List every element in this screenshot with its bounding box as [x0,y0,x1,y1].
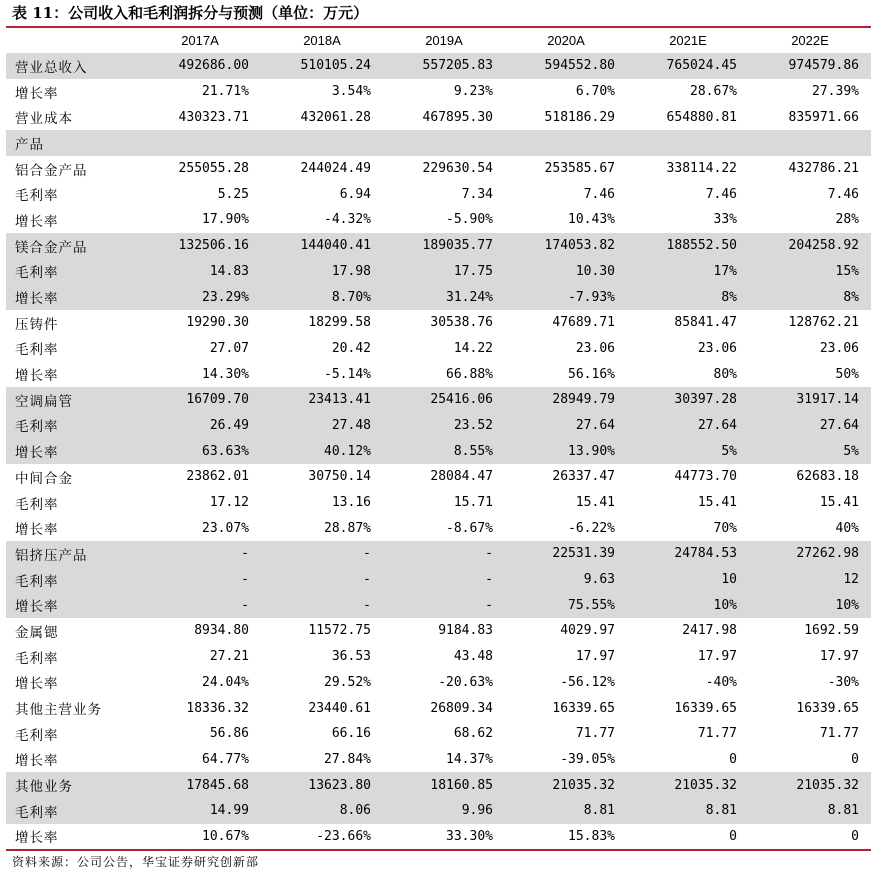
value-cell: 10.30 [505,259,627,285]
row-label: 毛利率 [6,259,139,285]
value-cell: 255055.28 [178,161,249,177]
column-header: 2019A [425,33,463,48]
value-cell: -5.90% [446,212,493,228]
table-row [6,798,871,824]
value-cell: 23862.01 [186,469,249,485]
table-row [6,438,871,464]
value-cell: 16709.70 [139,387,261,413]
value-cell [627,130,749,156]
row-label: 其他业务 [6,772,139,798]
table-row [6,515,871,541]
table-row [6,310,871,336]
row-label: 增长率 [15,368,59,385]
row-label: 空调扁管 [6,387,139,413]
value-cell: 17.97 [697,649,737,665]
value-cell: 36.53 [331,649,371,665]
value-cell: 62683.18 [796,469,859,485]
row-label: 铝合金产品 [15,162,88,179]
value-cell: 15.41 [819,495,859,511]
table-row [6,618,871,644]
table-row [6,567,871,593]
value-cell: 28.87% [324,520,371,536]
table-row [6,233,871,259]
value-cell: 27.07 [209,340,249,356]
row-label: 毛利率 [15,342,59,359]
value-cell: 43.48 [453,649,493,665]
value-cell: 33% [713,212,737,228]
value-cell: 510105.24 [261,53,383,79]
value-cell: 31917.14 [749,387,871,413]
row-label: 产品 [6,130,139,156]
value-cell: 10.43% [568,212,615,228]
value-cell: 3.54% [331,84,371,100]
value-cell: 229630.54 [422,161,493,177]
value-cell: 17.90% [202,212,249,228]
value-cell: 19290.30 [186,315,249,331]
value-cell: - [261,567,383,593]
value-cell: 17.12 [209,495,249,511]
value-cell: 27262.98 [749,541,871,567]
value-cell: 66.16 [331,726,371,742]
value-cell: 21035.32 [627,772,749,798]
column-header: 2020A [547,33,585,48]
value-cell [505,130,627,156]
table-row [6,592,871,618]
value-cell: 85841.47 [674,315,737,331]
value-cell: -7.93% [505,284,627,310]
value-cell: 17.98 [261,259,383,285]
value-cell: 21.71% [202,84,249,100]
value-cell: 75.55% [505,592,627,618]
value-cell: 17.97 [575,649,615,665]
value-cell: 28.67% [690,84,737,100]
value-cell: 27.84% [324,751,371,767]
table-row [6,53,871,79]
value-cell [749,130,871,156]
value-cell: 70% [713,520,737,536]
value-cell: 23.29% [139,284,261,310]
value-cell: 24784.53 [627,541,749,567]
value-cell: 16339.65 [796,700,859,716]
value-cell: 0 [851,751,859,767]
value-cell: 29.52% [324,674,371,690]
header-corner-cell [6,28,139,53]
value-cell: 23.07% [202,520,249,536]
value-cell: 8.70% [261,284,383,310]
value-cell: -40% [705,674,737,690]
row-label: 营业总收入 [6,53,139,79]
value-cell: - [383,541,505,567]
row-label: 毛利率 [15,188,59,205]
value-cell: 5% [627,438,749,464]
value-cell: 132506.16 [139,233,261,259]
column-header: 2021E [669,33,707,48]
row-label: 增长率 [6,284,139,310]
value-cell: 8934.80 [194,623,249,639]
value-cell: 974579.86 [749,53,871,79]
value-cell: 23413.41 [261,387,383,413]
value-cell: 30397.28 [627,387,749,413]
value-cell: 26809.34 [430,700,493,716]
value-cell: 189035.77 [383,233,505,259]
value-cell: 23.06 [819,340,859,356]
value-cell: 10% [627,592,749,618]
row-label: 毛利率 [15,496,59,513]
value-cell: 28% [835,212,859,228]
value-cell: 174053.82 [505,233,627,259]
value-cell: 13.16 [331,495,371,511]
value-cell: 15.71 [453,495,493,511]
value-cell: 128762.21 [788,315,859,331]
row-label: 毛利率 [6,567,139,593]
bottom-rule [6,849,871,851]
value-cell [261,130,383,156]
table-row [6,336,871,362]
value-cell: 14.22 [453,340,493,356]
row-label: 镁合金产品 [6,233,139,259]
value-cell: 654880.81 [666,109,737,125]
value-cell: 16339.65 [674,700,737,716]
value-cell: 71.77 [697,726,737,742]
table-row [6,464,871,490]
value-cell: 10.67% [202,828,249,844]
value-cell: 10% [749,592,871,618]
value-cell: 835971.66 [788,109,859,125]
value-cell: -4.32% [324,212,371,228]
table-title: 表 11：公司收入和毛利润拆分与预测（单位：万元） [12,4,369,22]
value-cell: 8.81 [749,798,871,824]
table-row [6,79,871,105]
value-cell: 8.81 [505,798,627,824]
table-row [6,181,871,207]
table-row [6,156,871,182]
table-row [6,644,871,670]
value-cell: 4029.97 [560,623,615,639]
value-cell: 21035.32 [505,772,627,798]
value-cell: 432786.21 [788,161,859,177]
value-cell: 1692.59 [804,623,859,639]
value-cell: 28084.47 [430,469,493,485]
row-label: 毛利率 [15,650,59,667]
value-cell: 8% [749,284,871,310]
value-cell: 7.46 [705,186,737,202]
source-note: 资料来源：公司公告，华宝证券研究创新部 [12,855,260,869]
value-cell: 30750.14 [308,469,371,485]
row-label: 压铸件 [15,316,59,333]
value-cell: 28949.79 [505,387,627,413]
table-row [6,259,871,285]
table-row [6,747,871,773]
value-cell: 9.63 [505,567,627,593]
value-cell: 594552.80 [505,53,627,79]
row-label: 增长率 [15,830,59,847]
value-cell: - [139,567,261,593]
value-cell: 17.97 [819,649,859,665]
value-cell: 0 [729,828,737,844]
row-label: 毛利率 [6,798,139,824]
value-cell: 44773.70 [674,469,737,485]
value-cell: 13623.80 [261,772,383,798]
row-label: 增长率 [6,438,139,464]
row-label: 增长率 [15,85,59,102]
value-cell: 68.62 [453,726,493,742]
value-cell: 8.81 [627,798,749,824]
table-row [6,824,871,850]
value-cell: 27.64 [627,413,749,439]
column-header: 2018A [303,33,341,48]
value-cell: 13.90% [505,438,627,464]
value-cell: 47689.71 [552,315,615,331]
value-cell: 557205.83 [383,53,505,79]
row-label: 增长率 [15,522,59,539]
value-cell: 14.30% [202,366,249,382]
value-cell: 50% [835,366,859,382]
value-cell: 9.96 [383,798,505,824]
value-cell: 27.39% [812,84,859,100]
value-cell: - [383,592,505,618]
value-cell: 56.86 [209,726,249,742]
value-cell: 21035.32 [749,772,871,798]
value-cell: 467895.30 [422,109,493,125]
value-cell: 10 [627,567,749,593]
value-cell: 16339.65 [552,700,615,716]
value-cell: 18160.85 [383,772,505,798]
value-cell: 244024.49 [300,161,371,177]
table-row [6,207,871,233]
value-cell: 64.77% [202,751,249,767]
row-label: 中间合金 [15,470,73,487]
value-cell: 144040.41 [261,233,383,259]
value-cell: 9184.83 [438,623,493,639]
value-cell: - [139,592,261,618]
column-header: 2022E [791,33,829,48]
value-cell: 27.64 [749,413,871,439]
table-row [6,387,871,413]
value-cell: 188552.50 [627,233,749,259]
value-cell: 15% [749,259,871,285]
table-row [6,772,871,798]
value-cell: 2417.98 [682,623,737,639]
value-cell: 7.46 [827,186,859,202]
value-cell: 31.24% [383,284,505,310]
value-cell: 23.06 [575,340,615,356]
value-cell: 27.64 [505,413,627,439]
value-cell: 30538.76 [430,315,493,331]
value-cell: 8% [627,284,749,310]
value-cell: 18299.58 [308,315,371,331]
value-cell: -56.12% [560,674,615,690]
table-row [6,361,871,387]
table-row [6,541,871,567]
value-cell: - [383,567,505,593]
table-row [6,695,871,721]
value-cell: 9.23% [453,84,493,100]
table-row [6,284,871,310]
value-cell: 24.04% [202,674,249,690]
value-cell: 518186.29 [544,109,615,125]
table-row [6,490,871,516]
value-cell: 5.25 [217,186,249,202]
value-cell: - [261,541,383,567]
row-label: 增长率 [15,213,59,230]
value-cell: 204258.92 [749,233,871,259]
value-cell: 26337.47 [552,469,615,485]
value-cell: 253585.67 [544,161,615,177]
row-label: 铝挤压产品 [6,541,139,567]
row-label: 其他主营业务 [15,702,102,719]
table-row [6,721,871,747]
value-cell: 14.37% [446,751,493,767]
value-cell: 20.42 [331,340,371,356]
value-cell: 0 [729,751,737,767]
value-cell: 14.83 [139,259,261,285]
value-cell: 80% [713,366,737,382]
value-cell: 8.55% [383,438,505,464]
value-cell: 432061.28 [300,109,371,125]
table-body [6,28,871,849]
value-cell: 492686.00 [139,53,261,79]
table-row [6,130,871,156]
value-cell: 27.48 [261,413,383,439]
value-cell: 6.70% [575,84,615,100]
value-cell: 17.75 [383,259,505,285]
value-cell: 18336.32 [186,700,249,716]
value-cell [383,130,505,156]
value-cell: 430323.71 [178,109,249,125]
value-cell: 26.49 [139,413,261,439]
column-header: 2017A [181,33,219,48]
value-cell: 15.41 [697,495,737,511]
row-label: 毛利率 [15,727,59,744]
value-cell: - [261,592,383,618]
value-cell: 27.21 [209,649,249,665]
value-cell: 7.46 [583,186,615,202]
value-cell: 56.16% [568,366,615,382]
value-cell: 5% [749,438,871,464]
value-cell: 23.06 [697,340,737,356]
value-cell: 6.94 [339,186,371,202]
table-row [6,104,871,130]
value-cell: 7.34 [461,186,493,202]
value-cell: 22531.39 [505,541,627,567]
row-label: 毛利率 [6,413,139,439]
value-cell: 338114.22 [666,161,737,177]
value-cell: 66.88% [446,366,493,382]
row-label: 金属锶 [15,624,59,641]
value-cell: -6.22% [568,520,615,536]
value-cell: 15.83% [568,828,615,844]
value-cell: 23.52 [383,413,505,439]
row-label: 增长率 [15,676,59,693]
value-cell: 23440.61 [308,700,371,716]
value-cell: -39.05% [560,751,615,767]
value-cell: 11572.75 [308,623,371,639]
row-label: 增长率 [6,592,139,618]
value-cell: 33.30% [446,828,493,844]
financial-table [6,28,871,849]
value-cell: 8.06 [261,798,383,824]
value-cell: 17845.68 [139,772,261,798]
value-cell: -5.14% [324,366,371,382]
value-cell: 14.99 [139,798,261,824]
value-cell: 40% [835,520,859,536]
value-cell: 63.63% [139,438,261,464]
table-row [6,413,871,439]
value-cell: 17% [627,259,749,285]
row-label: 营业成本 [15,111,73,128]
row-label: 增长率 [15,753,59,770]
value-cell: 71.77 [819,726,859,742]
value-cell: -8.67% [446,520,493,536]
value-cell: 0 [851,828,859,844]
value-cell: - [139,541,261,567]
table-row [6,670,871,696]
value-cell: 40.12% [261,438,383,464]
value-cell: 12 [749,567,871,593]
header-row [6,28,871,53]
value-cell: -30% [827,674,859,690]
value-cell: -23.66% [316,828,371,844]
value-cell: 25416.06 [383,387,505,413]
value-cell: 765024.45 [627,53,749,79]
value-cell: 71.77 [575,726,615,742]
value-cell: -20.63% [438,674,493,690]
value-cell: 15.41 [575,495,615,511]
value-cell [139,130,261,156]
